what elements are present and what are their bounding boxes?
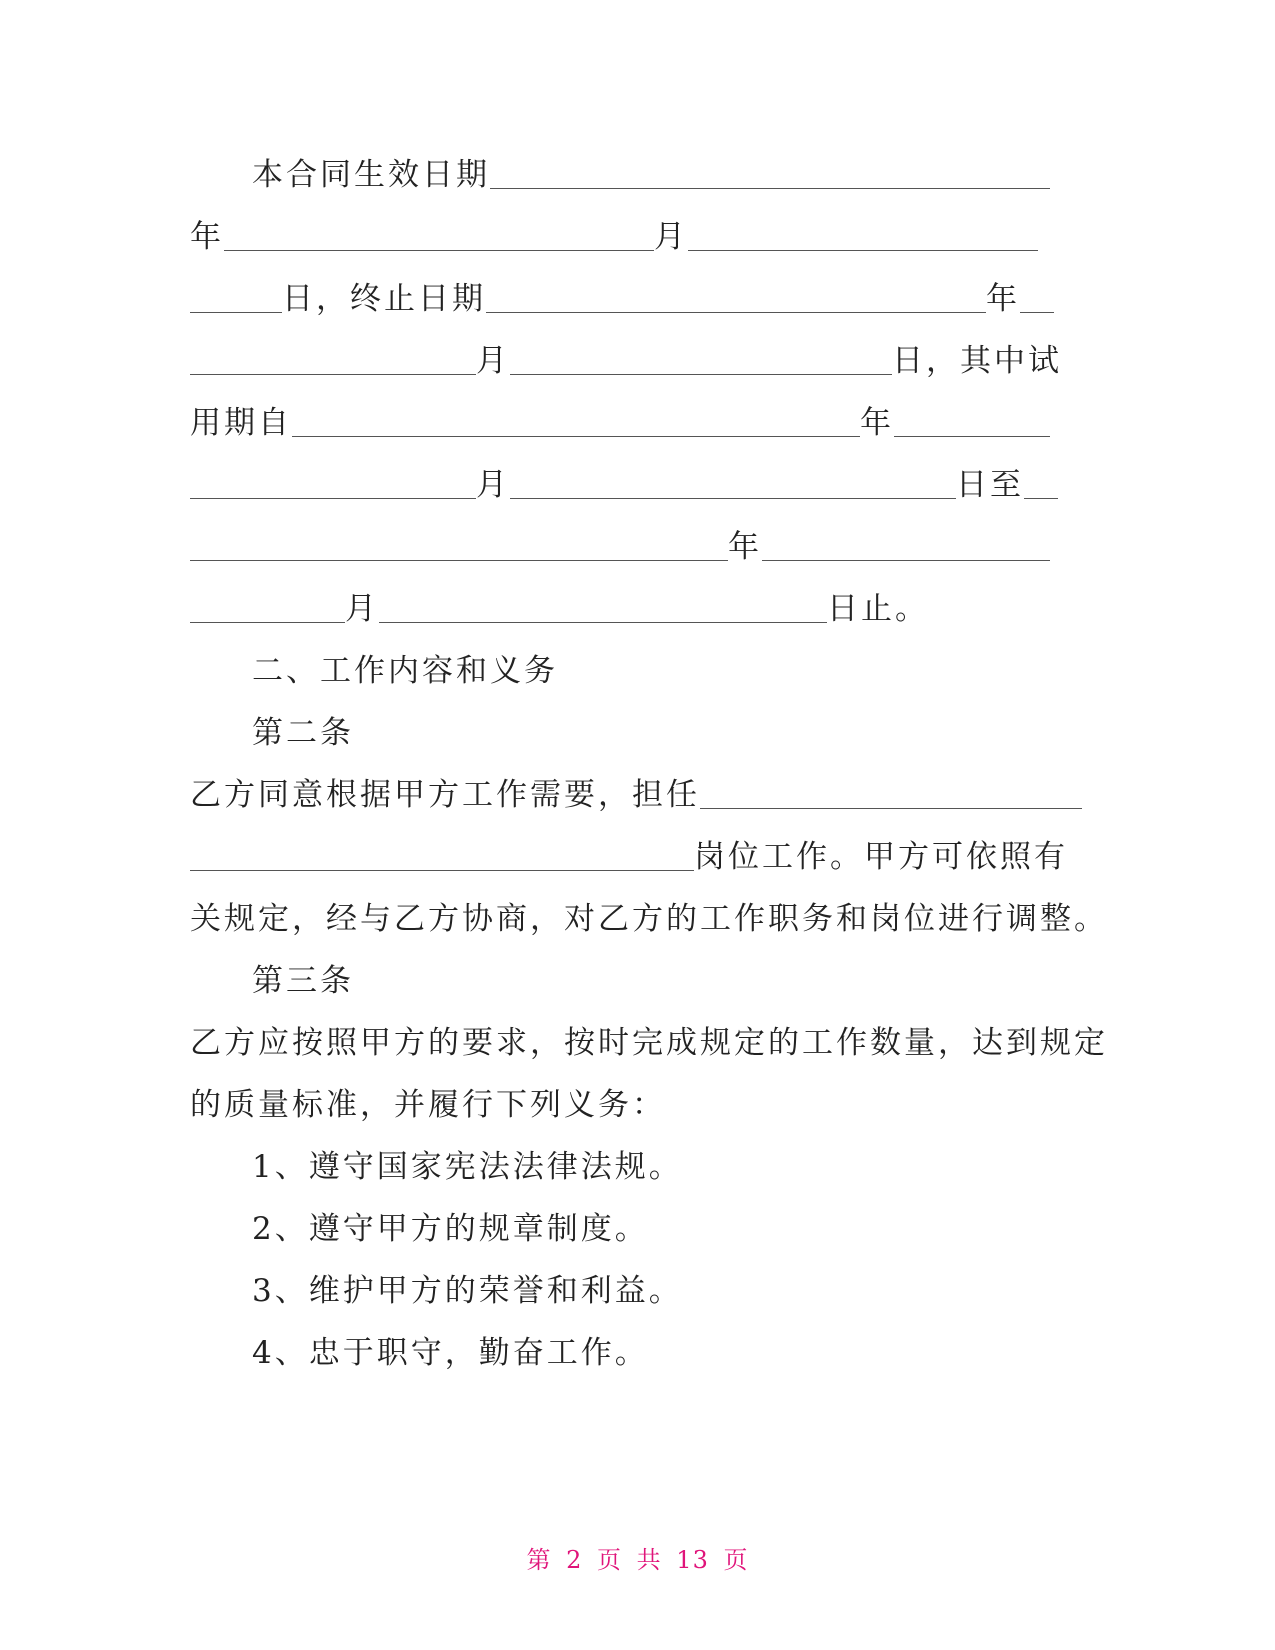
probation-label: 日，其中试 [892,343,1062,379]
month-label: 月 [476,343,510,379]
blank-line [490,187,1050,189]
paragraph-line: 乙方同意根据甲方工作需要，担任 [190,775,1090,815]
paragraph-line: 岗位工作。甲方可依照有 [190,837,1090,877]
year-label: 年 [986,281,1020,317]
blank-line [894,435,1050,437]
article-heading: 第二条 [252,715,354,751]
blank-line [486,311,986,313]
year-label: 年 [860,405,894,441]
probation-line [190,403,1090,443]
effective-date-label: 本合同生效日期 [252,157,490,193]
blank-line [379,621,827,623]
blank-line [1020,311,1054,313]
probation-from-label: 用期自 [190,405,292,441]
list-item: 3、维护甲方的荣誉和利益。 [252,1273,683,1309]
date-line-6 [190,465,1090,505]
article-heading: 第三条 [252,963,354,999]
blank-line [190,311,282,313]
blank-line [190,559,728,561]
until-label: 日至 [956,467,1024,503]
list-item: 4、忠于职守，勤奋工作。 [252,1335,649,1371]
date-line-4 [190,341,1090,381]
paragraph-line: 的质量标准，并履行下列义务： [190,1087,666,1123]
blank-line [510,497,956,499]
effective-date-line [252,155,1090,195]
year-label: 年 [190,219,224,255]
termination-label: 日，终止日期 [282,281,486,317]
blank-line [190,373,476,375]
blank-line [510,373,892,375]
list-item: 2、遵守甲方的规章制度。 [252,1211,649,1247]
termination-date-line [190,279,1090,319]
blank-line [1024,497,1058,499]
month-label: 月 [654,219,688,255]
paragraph-line: 乙方应按照甲方的要求，按时完成规定的工作数量，达到规定 [190,1025,1108,1061]
blank-line [190,869,694,871]
date-line-2 [190,217,1090,257]
year-label: 年 [728,529,762,565]
blank-line [190,621,345,623]
blank-line [700,807,1082,809]
blank-line [292,435,860,437]
blank-line [190,497,476,499]
list-item: 1、遵守国家宪法法律法规。 [252,1149,683,1185]
month-label: 月 [476,467,510,503]
page-number: 第 2 页 共 13 页 [526,1546,749,1574]
blank-line [762,559,1050,561]
month-label: 月 [345,591,379,627]
date-line-8 [190,589,1090,629]
blank-line [688,249,1038,251]
section-heading: 二、工作内容和义务 [252,653,558,689]
blank-line [224,249,654,251]
end-label: 日止。 [827,591,929,627]
paragraph-line: 关规定，经与乙方协商，对乙方的工作职务和岗位进行调整。 [190,901,1108,937]
date-line-7 [190,527,1090,567]
